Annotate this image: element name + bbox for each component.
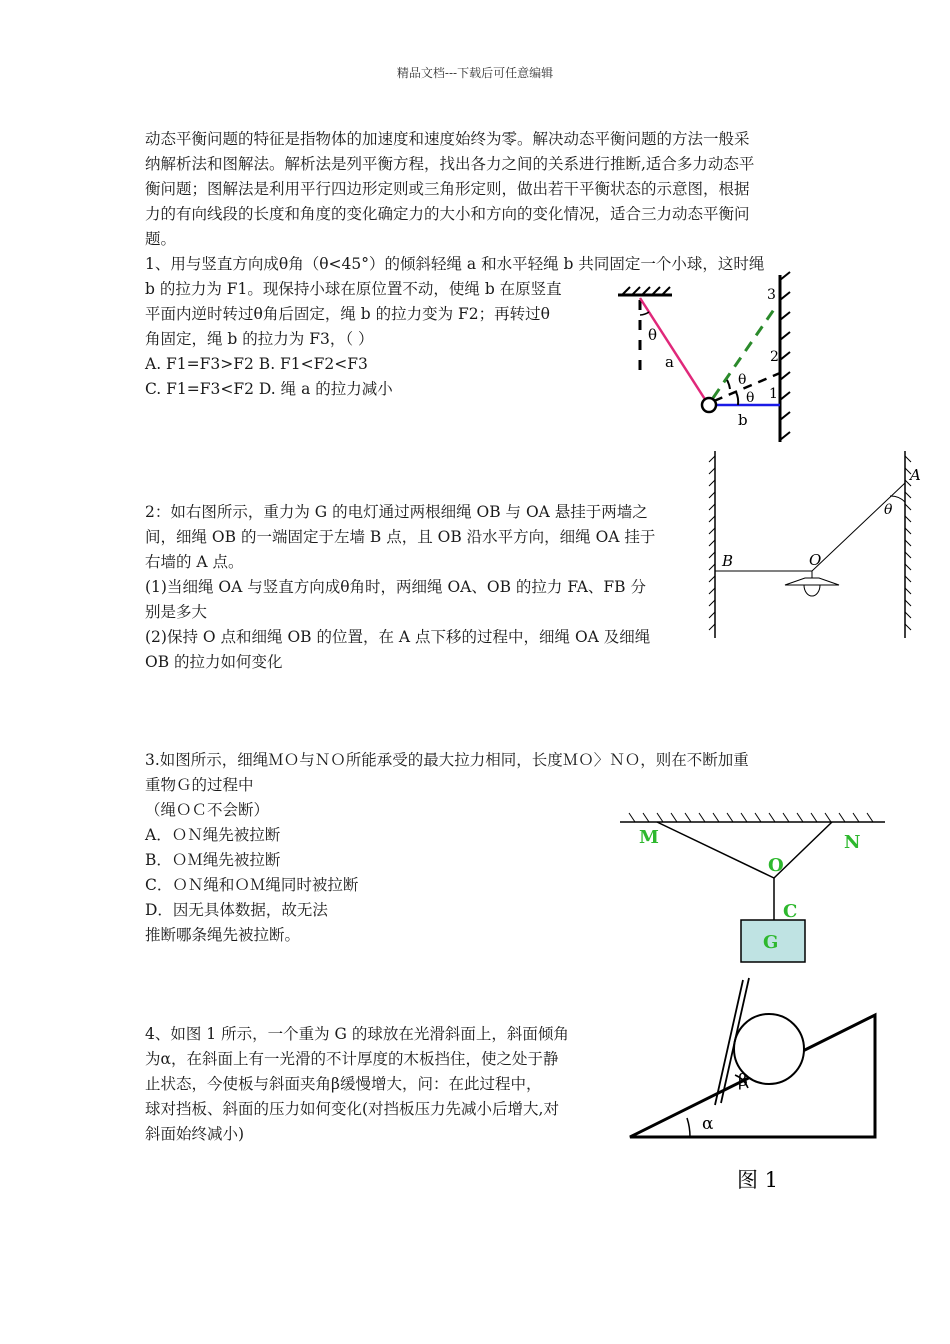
rope-b-label: b [738, 411, 748, 429]
question-4-line: 4、如图 1 所示，一个重为 G 的球放在光滑斜面上，斜面倾角 [145, 1025, 569, 1043]
point-m-label: M [639, 827, 659, 848]
question-4-line: 止状态，今使板与斜面夹角β缓慢增大，问：在此过程中， [145, 1075, 542, 1093]
question-1-line: b 的拉力为 F1。现保持小球在原位置不动，使绳 b 在原竖直 [145, 280, 562, 298]
beta-label: β [738, 1071, 748, 1091]
rope-a-label: a [665, 353, 674, 371]
position-3-label: 3 [767, 287, 776, 303]
position-2-label: 2 [770, 349, 779, 365]
question-2-line: (2)保持 O 点和细绳 OB 的位置，在 A 点下移的过程中，细绳 OA 及细绳 [145, 628, 651, 646]
question-3-line: 推断哪条绳先被拉断。 [145, 926, 301, 944]
theta-label: θ [884, 502, 893, 518]
intro-paragraph [145, 127, 754, 252]
figure-4-ball-on-incline [625, 970, 880, 1200]
question-4-line: 斜面始终减小) [145, 1125, 245, 1143]
question-3-line: （绳ＯＣ不会断） [145, 801, 270, 819]
lamp [785, 571, 839, 596]
question-4-line: 球对挡板、斜面的压力如何变化(对挡板压力先减小后增大,对 [145, 1100, 559, 1118]
question-2 [145, 500, 655, 675]
question-2-line: 别是多大 [145, 603, 208, 621]
theta-label-1: θ [746, 390, 755, 406]
page-header: 精品文档---下载后可任意编辑 [396, 66, 554, 80]
point-b-label: B [722, 552, 734, 570]
rope-mo [657, 822, 774, 878]
weight-g-label: G [763, 932, 779, 953]
figure-1-rope-diagram [610, 270, 810, 450]
question-2-line: 间，细绳 OB 的一端固定于左墙 B 点，且 OB 沿水平方向，细绳 OA 挂于 [145, 528, 656, 546]
question-3-option-c: C．ＯＮ绳和ＯＭ绳同时被拉断 [145, 876, 359, 894]
point-a-label: A [910, 466, 921, 484]
question-3-option-b: B．ＯＭ绳先被拉断 [145, 851, 281, 869]
intro-line: 动态平衡问题的特征是指物体的加速度和速度始终为零。解决动态平衡问题的方法一般采 [145, 130, 750, 148]
question-4-line: 为α，在斜面上有一光滑的不计厚度的木板挡住，使之处于静 [145, 1050, 559, 1068]
intro-line: 题。 [145, 230, 177, 248]
position-1-label: 1 [769, 386, 778, 402]
question-2-line: 右墙的 A 点。 [145, 553, 244, 571]
rope-a [640, 298, 708, 404]
intro-line: 力的有向线段的长度和角度的变化确定力的大小和方向的变化情况，适合三力动态平衡问 [145, 205, 750, 223]
point-o-label: O [768, 855, 784, 876]
question-1-option-cd: C. F1=F3<F2 D. 绳 a 的拉力减小 [145, 380, 393, 398]
theta-label-2: θ [738, 372, 747, 388]
ball [702, 398, 716, 412]
question-3-line: 3.如图所示，细绳ＭＯ与ＮＯ所能承受的最大拉力相同，长度ＭＯ〉ＮＯ，则在不断加重 [145, 751, 749, 769]
question-2-line: 2：如右图所示，重力为 G 的电灯通过两根细绳 OB 与 OA 悬挂于两墙之 [145, 503, 648, 521]
question-2-line: (1)当细绳 OA 与竖直方向成θ角时，两细绳 OA、OB 的拉力 FA、FB 分 [145, 578, 646, 596]
question-1-line: 角固定，绳 b 的拉力为 F3，（ ） [145, 330, 374, 348]
point-c-label: C [783, 901, 798, 922]
point-n-label: N [844, 832, 861, 853]
figure-2-lamp-diagram [705, 448, 925, 643]
question-1-line: 平面内逆时转过θ角后固定，绳 b 的拉力变为 F2；再转过θ [145, 305, 550, 323]
theta-label-a: θ [648, 326, 658, 344]
question-1-option-ab: A. F1=F3>F2 B. F1<F2<F3 [145, 355, 368, 373]
question-2-line: OB 的拉力如何变化 [145, 653, 283, 671]
figure-3-hanging-weight [615, 808, 890, 968]
figure-caption: 图 1 [737, 1168, 779, 1192]
question-3-line: 重物Ｇ的过程中 [145, 776, 254, 794]
point-o-label: O [809, 551, 822, 569]
intro-line: 纳解析法和图解法。解析法是列平衡方程，找出各力之间的关系进行推断,适合多力动态平 [145, 155, 755, 173]
question-3-option-a: A．ＯＮ绳先被拉断 [145, 826, 281, 844]
intro-line: 衡问题；图解法是利用平行四边形定则或三角形定则，做出若干平衡状态的示意图，根据 [145, 180, 750, 198]
alpha-label: α [702, 1114, 714, 1134]
question-1-line: 1、用与竖直方向成θ角（θ<45°）的倾斜轻绳 a 和水平轻绳 b 共同固定一个小球，这时绳 [145, 255, 765, 273]
question-4 [145, 1022, 569, 1147]
question-3-option-d: D．因无具体数据，故无法 [145, 901, 328, 919]
